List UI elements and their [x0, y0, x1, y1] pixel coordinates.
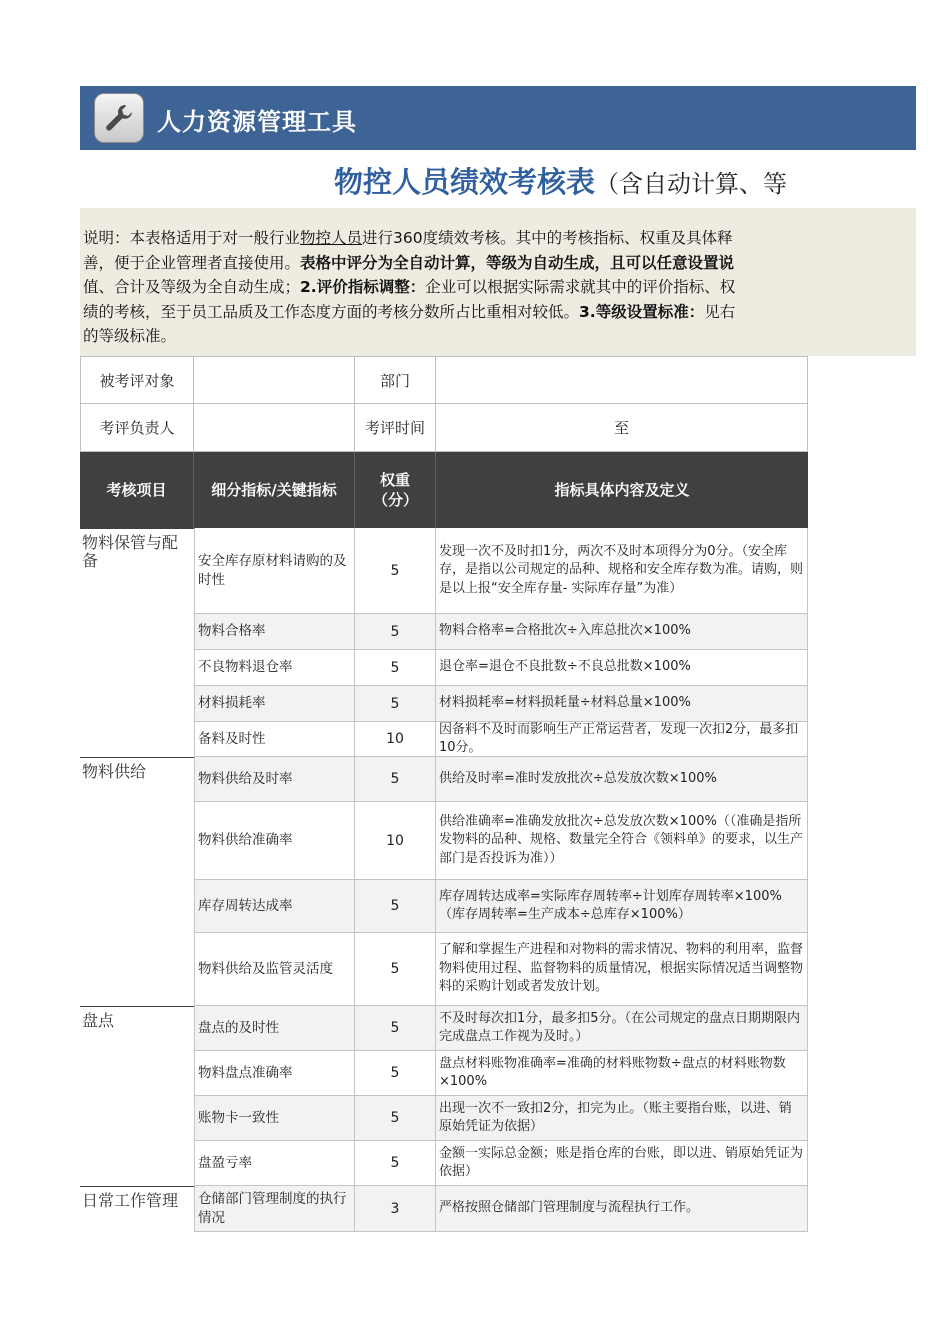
app-banner	[80, 86, 916, 150]
indicator-cell: 安全库存原材料请购的及时性	[194, 528, 355, 614]
header-weight-label: 权重（分）	[373, 471, 419, 509]
desc-bold: 表格中评分为全自动计算，等级为自动生成，且可以任意设置说	[300, 253, 735, 272]
definition-cell: 严格按照仓储部门管理制度与流程执行工作。	[436, 1186, 808, 1232]
definition-cell: 因备料不及时而影响生产正常运营者，发现一次扣2分，最多扣10分。	[436, 722, 808, 757]
page-title-main: 物控人员绩效考核表	[334, 165, 596, 199]
indicator-cell: 盘盈亏率	[194, 1141, 355, 1186]
desc-part: 善，便于企业管理者直接使用。	[83, 253, 301, 272]
desc-part: 绩的考核，至于员工品质及工作态度方面的考核分数所占比重相对较低。	[83, 302, 580, 321]
department-label: 部门	[355, 356, 436, 404]
definition-cell: 发现一次不及时扣1分，两次不及时本项得分为0分。（安全库存，是指以公司规定的品种、规格和安全库存数为准。请购，则是以上报“安全库存量- 实际库存量”为准）	[436, 528, 808, 614]
eval-time-label: 考评时间	[355, 404, 436, 452]
weight-cell: 10	[355, 722, 436, 757]
department-field[interactable]	[436, 356, 808, 404]
desc-part: 值、合计及等级为全自动生成；	[83, 278, 301, 296]
indicator-cell: 物料供给及时率	[194, 757, 355, 802]
desc-bold: 2.评价指标调整：	[300, 278, 426, 296]
description-box	[80, 208, 916, 356]
desc-part: 见右	[704, 302, 736, 321]
indicator-cell: 库存周转达成率	[194, 880, 355, 933]
weight-cell: 5	[355, 1141, 436, 1186]
indicator-cell: 不良物料退仓率	[194, 650, 355, 686]
weight-cell: 5	[355, 1051, 436, 1096]
evaluatee-label: 被考评对象	[80, 356, 194, 404]
evaluator-field[interactable]	[194, 404, 355, 452]
definition-cell: 出现一次不一致扣2分，扣完为止。（账主要指台账，以进、销原始凭证为依据）	[436, 1096, 808, 1141]
eval-time-value[interactable]: 至	[436, 404, 808, 452]
definition-cell: 材料损耗率=材料损耗量÷材料总量×100%	[436, 686, 808, 722]
definition-cell: 金额一实际总金额；账是指仓库的台账，即以进、销原始凭证为依据）	[436, 1141, 808, 1186]
weight-cell: 5	[355, 686, 436, 722]
evaluator-label: 考评负责人	[80, 404, 194, 452]
weight-cell: 5	[355, 528, 436, 614]
weight-cell: 10	[355, 802, 436, 880]
indicator-cell: 盘点的及时性	[194, 1006, 355, 1051]
weight-cell: 5	[355, 757, 436, 802]
description-text	[83, 226, 813, 352]
indicator-cell: 物料合格率	[194, 614, 355, 650]
desc-bold: 3.等级设置标准：	[579, 302, 705, 321]
category-inventory: 盘点	[80, 1006, 194, 1186]
desc-underlined: 物控人员	[300, 229, 363, 247]
indicator-cell: 账物卡一致性	[194, 1096, 355, 1141]
page-title	[334, 160, 814, 206]
header-weight	[355, 452, 436, 528]
indicator-cell: 仓储部门管理制度的执行情况	[194, 1186, 355, 1232]
desc-part: 的等级标准。	[83, 327, 177, 345]
weight-cell: 5	[355, 933, 436, 1006]
weight-cell: 5	[355, 650, 436, 686]
definition-cell: 库存周转达成率=实际库存周转率÷计划库存周转率×100%（库存周转率=生产成本÷总库存×100%）	[436, 880, 808, 933]
header-category: 考核项目	[80, 452, 194, 528]
header-definition: 指标具体内容及定义	[436, 452, 808, 528]
category-storage: 物料保管与配备	[80, 528, 194, 757]
desc-part: 企业可以根据实际需求就其中的评价指标、权	[425, 278, 736, 296]
category-daily-management: 日常工作管理	[80, 1186, 194, 1232]
category-supply: 物料供给	[80, 757, 194, 1006]
app-title: 人力资源管理工具	[157, 108, 357, 136]
indicator-cell: 材料损耗率	[194, 686, 355, 722]
definition-cell: 供给准确率=准确发放批次÷总发放次数×100%（（准确是指所发物料的品种、规格、数量完全符合《领料单》的要求，以生产部门是否投诉为准））	[436, 802, 808, 880]
indicator-cell: 备料及时性	[194, 722, 355, 757]
definition-cell: 退仓率=退仓不良批数÷不良总批数×100%	[436, 650, 808, 686]
weight-cell: 5	[355, 614, 436, 650]
definition-cell: 供给及时率=准时发放批次÷总发放次数×100%	[436, 757, 808, 802]
definition-cell: 盘点材料账物准确率=准确的材料账物数÷盘点的材料账物数×100%	[436, 1051, 808, 1096]
page-title-sub: （含自动计算、等	[595, 170, 788, 198]
weight-cell: 5	[355, 1096, 436, 1141]
evaluatee-field[interactable]	[194, 356, 355, 404]
header-indicator: 细分指标/关键指标	[194, 452, 355, 528]
indicator-cell: 物料供给准确率	[194, 802, 355, 880]
desc-part: 说明：本表格适用于对一般行业	[83, 229, 301, 247]
weight-cell: 5	[355, 880, 436, 933]
desc-part: 进行360度绩效考核。其中的考核指标、权重及具体释	[362, 229, 733, 247]
wrench-icon	[94, 93, 144, 143]
indicator-cell: 物料供给及监管灵活度	[194, 933, 355, 1006]
definition-cell: 不及时每次扣1分，最多扣5分。（在公司规定的盘点日期期限内完成盘点工作视为及时。）	[436, 1006, 808, 1051]
definition-cell: 物料合格率=合格批次÷入库总批次×100%	[436, 614, 808, 650]
indicator-cell: 物料盘点准确率	[194, 1051, 355, 1096]
weight-cell: 5	[355, 1006, 436, 1051]
weight-cell: 3	[355, 1186, 436, 1232]
definition-cell: 了解和掌握生产进程和对物料的需求情况、物料的利用率，监督物料使用过程、监督物料的质量情况，根据实际情况适当调整物料的采购计划或者发放计划。	[436, 933, 808, 1006]
